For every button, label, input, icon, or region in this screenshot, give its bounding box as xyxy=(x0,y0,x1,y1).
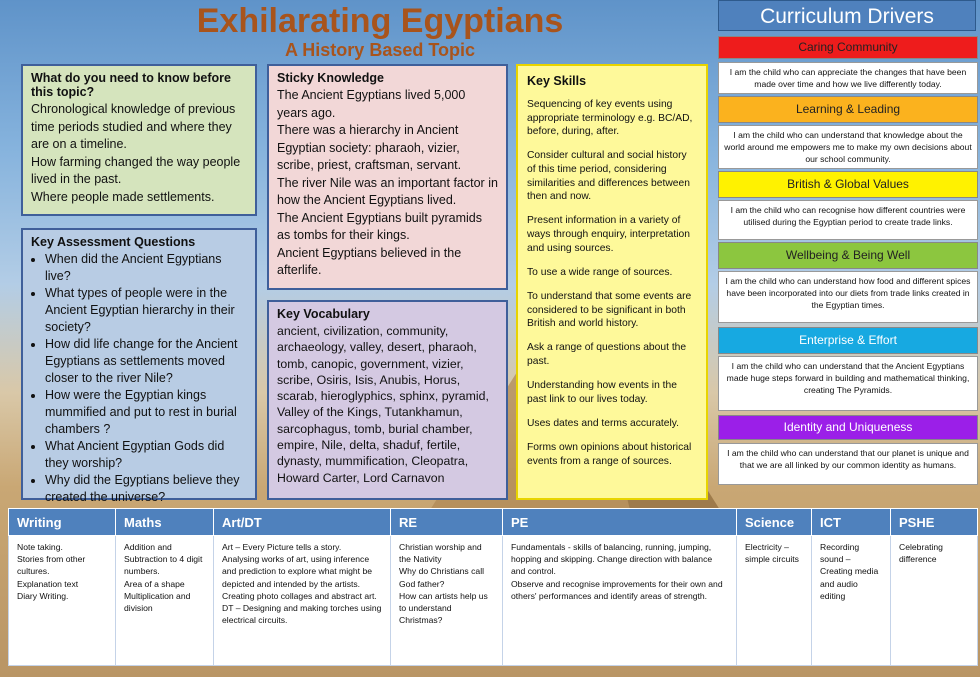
sticky-knowledge-box xyxy=(267,64,508,290)
vocabulary-heading: Key Vocabulary xyxy=(277,307,370,321)
need-to-know-line: Chronological knowledge of previous time periods studied and where they are on a timeline. xyxy=(31,102,236,151)
subject-line: Fundamentals - skills of balancing, running, jumping, hopping and skipping. Change direction with balance and control. xyxy=(511,542,713,577)
assessment-question: • Why did the Egyptians believe they created the universe? xyxy=(45,472,247,506)
subject-line: Analysing works of art, using inference and prediction to explore what might be depicted and intended by the artists. Creating photo collages and abstract art. xyxy=(222,554,377,601)
driver-bar-identity-uniqueness: Identity and Uniqueness xyxy=(718,415,978,440)
key-skills-heading: Key Skills xyxy=(527,74,587,88)
subject-line: DT – Designing and making torches using electrical circuits. xyxy=(222,603,382,626)
driver-text-identity-uniqueness: I am the child who can understand that our planet is unique and that we are all linked by our common identity as humans. xyxy=(718,443,978,485)
subject-cell-ict xyxy=(812,536,891,666)
subject-heading-pe: PE xyxy=(503,509,737,536)
subject-line: Art – Every Picture tells a story. xyxy=(222,542,342,552)
subject-line: Observe and recognise improvements for their own and others' performances and identify areas of strength. xyxy=(511,578,723,601)
driver-bar-caring-community: Caring Community xyxy=(718,36,978,59)
page-subtitle: A History Based Topic xyxy=(284,40,476,60)
driver-text-learning-leading: I am the child who can understand that knowledge about the world around me empowers me to make my own decisions about our school community. xyxy=(718,125,978,169)
assessment-question: • What types of people were in the Ancient Egyptian hierarchy in their society? xyxy=(45,285,247,336)
vocabulary-text: ancient, civilization, community, archaeology, valley, desert, pharaoh, tomb, canopic, government, vizier, scribe, Osiris, Isis, Anubis, Horus, scarab, hieroglyphics, sphinx, pyramid, Valley of the Kings, Tutankhamun, sarcophagus, tomb, burial chamber, empire, Nile, delta, shaduf, fertile, dynasty, mummification, Cleopatra, Howard Carter, Lord Carnavon xyxy=(277,324,489,485)
key-skill: Uses dates and terms accurately. xyxy=(527,417,680,429)
assessment-question: • How did life change for the Ancient Egyptians as settlements moved closer to the river Nile? xyxy=(45,336,247,387)
subject-line: Why do Christians call God father? xyxy=(399,566,485,589)
sticky-line: Ancient Egyptians believed in the afterlife. xyxy=(277,245,462,277)
key-skill: Understanding how events in the past link to our lives today. xyxy=(527,380,677,405)
key-skill: To understand that some events are considered to be significant in both British and world history. xyxy=(527,290,692,330)
subject-heading-writing: Writing xyxy=(9,509,116,536)
assessment-question: • What Ancient Egyptian Gods did they worship? xyxy=(45,438,247,472)
subject-line: Celebrating difference xyxy=(899,542,943,565)
subject-line: Addition and Subtraction to 4 digit numbers. xyxy=(124,542,203,577)
assessment-heading: Key Assessment Questions xyxy=(31,235,196,249)
subject-line: Electricity – simple circuits xyxy=(745,542,799,565)
driver-bar-wellbeing: Wellbeing & Being Well xyxy=(718,242,978,269)
curriculum-drivers-heading: Curriculum Drivers xyxy=(718,0,976,31)
subject-line: Recording sound – Creating media and audio editing xyxy=(820,542,879,601)
subjects-table xyxy=(8,508,978,666)
vocabulary-box xyxy=(267,300,508,500)
key-skill: Ask a range of questions about the past. xyxy=(527,342,687,367)
subject-cell-writing xyxy=(9,536,116,666)
subject-line: Christian worship and the Nativity xyxy=(399,542,482,565)
subject-heading-maths: Maths xyxy=(116,509,214,536)
key-skill: To use a wide range of sources. xyxy=(527,266,673,278)
subject-heading-pshe: PSHE xyxy=(891,509,978,536)
need-to-know-box xyxy=(21,64,257,216)
subject-cell-pe xyxy=(503,536,737,666)
need-to-know-line: How farming changed the way people lived in the past. xyxy=(31,154,241,186)
subject-cell-science xyxy=(737,536,812,666)
driver-text-wellbeing: I am the child who can understand how food and different spices have been incorporated into our diets from trade links created in the Egyptian times. xyxy=(718,271,978,323)
subject-line: Note taking. xyxy=(17,542,63,552)
sticky-heading: Sticky Knowledge xyxy=(277,71,384,85)
driver-text-british-global-values: I am the child who can recognise how different countries were utilised during the Egyptian period to create trade links. xyxy=(718,200,978,240)
subject-cell-re xyxy=(391,536,503,666)
sticky-line: The Ancient Egyptians lived 5,000 years ago. xyxy=(277,88,466,120)
need-to-know-line: Where people made settlements. xyxy=(31,189,215,204)
subject-line: Area of a shape xyxy=(124,578,185,589)
subject-heading-science: Science xyxy=(737,509,812,536)
driver-bar-enterprise-effort: Enterprise & Effort xyxy=(718,327,978,354)
subject-cell-maths xyxy=(116,536,214,666)
assessment-question: • How were the Egyptian kings mummified and put to rest in burial chambers ? xyxy=(45,387,247,438)
subjects-header-row xyxy=(9,509,978,536)
subject-cell-art-dt xyxy=(214,536,391,666)
assessment-box xyxy=(21,228,257,504)
subject-cell-pshe xyxy=(891,536,978,666)
sticky-line: The river Nile was an important factor in how the Ancient Egyptians lived. xyxy=(277,175,498,207)
subject-heading-re: RE xyxy=(391,509,503,536)
subject-line: How can artists help us to understand Christmas? xyxy=(399,590,488,626)
driver-bar-learning-leading: Learning & Leading xyxy=(718,96,978,123)
subject-line: Diary Writing. xyxy=(17,590,69,601)
sticky-line: There was a hierarchy in Ancient Egyptian society: pharaoh, vizier, scribe, priest, craftsman, servant. xyxy=(277,123,462,172)
need-to-know-heading: What do you need to know before this topic? xyxy=(31,71,231,99)
subject-line: Multiplication and division xyxy=(124,590,191,614)
driver-bar-british-global-values: British & Global Values xyxy=(718,171,978,198)
subjects-content-row xyxy=(9,536,978,666)
subject-heading-ict: ICT xyxy=(812,509,891,536)
subject-line: Explanation text xyxy=(17,578,79,589)
key-skill: Present information in a variety of ways through enquiry, interpretation and using sources. xyxy=(527,215,690,254)
key-skill: Forms own opinions about historical events from a range of sources. xyxy=(527,442,692,467)
key-skills-box xyxy=(516,64,708,500)
subject-heading-art-dt: Art/DT xyxy=(214,509,391,536)
page-title: Exhilarating Egyptians xyxy=(196,2,564,40)
driver-text-enterprise-effort: I am the child who can understand that the Ancient Egyptians made huge steps forward in building and mathematical thinking, creating The Pyramids. xyxy=(718,356,978,411)
driver-text-caring-community: I am the child who can appreciate the changes that have been made over time and how we live differently today. xyxy=(718,62,978,94)
subject-line: Stories from other cultures. xyxy=(17,554,86,577)
key-skill: Consider cultural and social history of this time period, considering similarities and differences between then and now. xyxy=(527,150,690,203)
assessment-list xyxy=(31,251,247,506)
assessment-question: • When did the Ancient Egyptians live? xyxy=(45,251,247,285)
sticky-line: The Ancient Egyptians built pyramids as tombs for their kings. xyxy=(277,210,482,242)
key-skill: Sequencing of key events using appropriate terminology e.g. BC/AD, before, during, after. xyxy=(527,99,693,138)
